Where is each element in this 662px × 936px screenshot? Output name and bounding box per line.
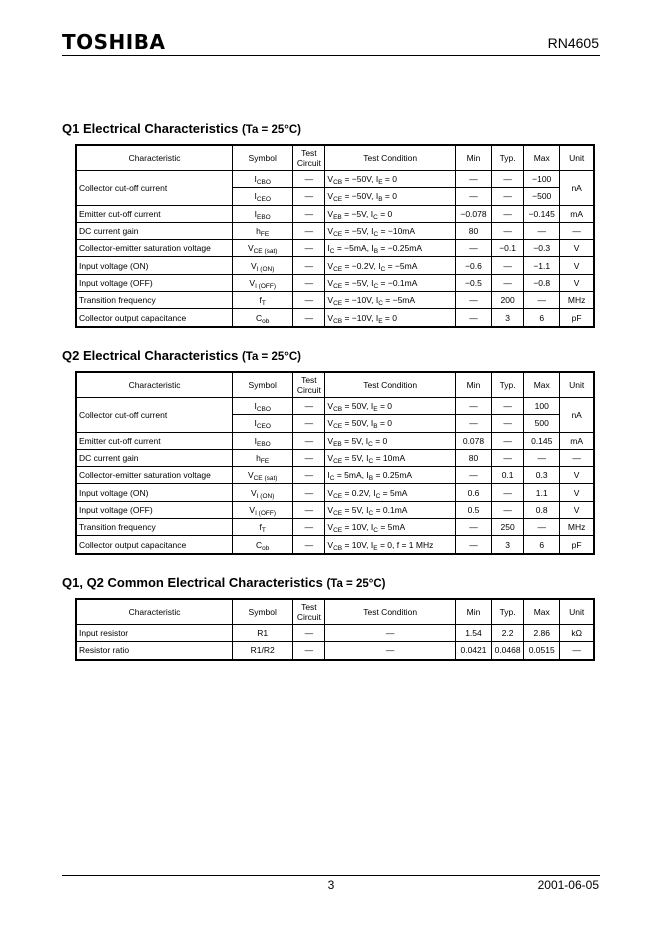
section-condition: (Ta = 25°C) — [326, 578, 386, 590]
min-cell: — — [455, 415, 491, 432]
column-header: Test Condition — [325, 372, 456, 398]
min-cell: — — [455, 171, 491, 188]
column-header: Symbol — [233, 372, 293, 398]
characteristic-cell: Collector cut-off current — [76, 398, 233, 433]
test-condition-cell: $V_{CE} = 10V$, $I_C = 5mA$ — [325, 519, 456, 536]
section-title-text: Q2 Electrical Characteristics — [62, 348, 239, 363]
test-circuit-cell: — — [293, 449, 325, 466]
symbol-cell: $C_{ob}$ — [233, 536, 293, 554]
symbol-cell: $h_{FE}$ — [233, 222, 293, 239]
typ-cell: — — [492, 415, 524, 432]
characteristic-cell: Collector output capacitance — [76, 309, 233, 327]
max-cell: −500 — [524, 188, 560, 205]
max-cell: — — [524, 222, 560, 239]
table-row — [76, 398, 594, 415]
max-cell: 0.145 — [524, 432, 560, 449]
q2-characteristics-table — [75, 371, 595, 555]
min-cell: — — [455, 309, 491, 327]
characteristic-cell: Collector-emitter saturation voltage — [76, 467, 233, 484]
column-header: Characteristic — [76, 599, 233, 625]
max-cell: — — [524, 449, 560, 466]
column-header: Min — [455, 145, 491, 171]
test-condition-cell: $V_{CE} = 50V$, $I_B = 0$ — [325, 415, 456, 432]
test-circuit-cell: — — [293, 240, 325, 257]
unit-cell: V — [560, 240, 594, 257]
max-cell: −0.145 — [524, 205, 560, 222]
symbol-cell: $I_{EBO}$ — [233, 205, 293, 222]
characteristic-cell: Input resistor — [76, 625, 233, 642]
min-cell: −0.5 — [455, 274, 491, 291]
table-row — [76, 274, 594, 291]
column-header: Typ. — [492, 145, 524, 171]
symbol-cell: $f_T$ — [233, 292, 293, 309]
typ-cell: — — [492, 398, 524, 415]
test-condition-cell: $V_{CE} = 0.2V$, $I_C = 5mA$ — [325, 484, 456, 501]
typ-cell: — — [492, 188, 524, 205]
table-row — [76, 432, 594, 449]
unit-cell: — — [560, 642, 594, 660]
test-circuit-cell: — — [293, 484, 325, 501]
test-circuit-cell: — — [293, 188, 325, 205]
table-header-row — [76, 599, 594, 625]
test-circuit-cell: — — [293, 625, 325, 642]
unit-cell: kΩ — [560, 625, 594, 642]
test-circuit-cell: — — [293, 536, 325, 554]
column-header: Test Condition — [325, 599, 456, 625]
characteristic-cell: Collector-emitter saturation voltage — [76, 240, 233, 257]
test-condition-cell: — — [325, 642, 456, 660]
unit-cell: V — [560, 274, 594, 291]
test-condition-cell: $V_{EB} = 5V$, $I_C = 0$ — [325, 432, 456, 449]
test-condition-cell: $V_{CE} = -5V$, $I_C = -10mA$ — [325, 222, 456, 239]
typ-cell: — — [492, 274, 524, 291]
column-header: Typ. — [492, 599, 524, 625]
table-row — [76, 536, 594, 554]
table-row — [76, 171, 594, 188]
test-circuit-cell: — — [293, 309, 325, 327]
min-cell: 0.078 — [455, 432, 491, 449]
max-cell: — — [524, 292, 560, 309]
characteristic-cell: Collector output capacitance — [76, 536, 233, 554]
test-condition-cell: $V_{CB} = 50V$, $I_E = 0$ — [325, 398, 456, 415]
test-circuit-cell: — — [293, 274, 325, 291]
table-row — [76, 519, 594, 536]
column-header: Min — [455, 372, 491, 398]
unit-cell: — — [560, 222, 594, 239]
symbol-cell: $I_{CBO}$ — [233, 398, 293, 415]
min-cell: −0.078 — [455, 205, 491, 222]
test-condition-cell: $V_{CE} = -10V$, $I_C = -5mA$ — [325, 292, 456, 309]
characteristic-cell: Resistor ratio — [76, 642, 233, 660]
unit-cell: nA — [560, 398, 594, 433]
characteristic-cell: Emitter cut-off current — [76, 205, 233, 222]
test-circuit-cell: — — [293, 257, 325, 274]
typ-cell: 200 — [492, 292, 524, 309]
table-row — [76, 642, 594, 660]
max-cell: 6 — [524, 309, 560, 327]
footer-rule — [62, 875, 600, 876]
unit-cell: V — [560, 257, 594, 274]
min-cell: — — [455, 240, 491, 257]
test-condition-cell: $V_{CB} = -50V$, $I_E = 0$ — [325, 171, 456, 188]
max-cell: 0.0515 — [524, 642, 560, 660]
column-header: Characteristic — [76, 145, 233, 171]
test-condition-cell: $V_{CB} = -10V$, $I_E = 0$ — [325, 309, 456, 327]
typ-cell: 3 — [492, 536, 524, 554]
typ-cell: — — [492, 432, 524, 449]
column-header: Max — [524, 145, 560, 171]
column-header: Test Circuit — [293, 599, 325, 625]
characteristic-cell: Collector cut-off current — [76, 171, 233, 206]
page-number: 3 — [327, 878, 335, 892]
unit-cell: pF — [560, 536, 594, 554]
min-cell: — — [455, 398, 491, 415]
max-cell: 500 — [524, 415, 560, 432]
symbol-cell: $I_{CEO}$ — [233, 188, 293, 205]
unit-cell: mA — [560, 432, 594, 449]
table-row — [76, 309, 594, 327]
test-condition-cell: $I_C = 5mA$, $I_B = 0.25mA$ — [325, 467, 456, 484]
typ-cell: −0.1 — [492, 240, 524, 257]
column-header: Unit — [560, 372, 594, 398]
symbol-cell: $V_{CE (sat)}$ — [233, 467, 293, 484]
min-cell: — — [455, 188, 491, 205]
unit-cell: nA — [560, 171, 594, 206]
min-cell: 80 — [455, 449, 491, 466]
test-circuit-cell: — — [293, 171, 325, 188]
typ-cell: 0.0468 — [492, 642, 524, 660]
symbol-cell: $V_{CE (sat)}$ — [233, 240, 293, 257]
column-header: Max — [524, 599, 560, 625]
min-cell: — — [455, 467, 491, 484]
section-title-text: Q1, Q2 Common Electrical Characteristics — [62, 575, 323, 590]
characteristic-cell: Input voltage (OFF) — [76, 274, 233, 291]
section-title-common — [62, 575, 385, 590]
column-header: Characteristic — [76, 372, 233, 398]
unit-cell: MHz — [560, 292, 594, 309]
max-cell: — — [524, 519, 560, 536]
test-circuit-cell: — — [293, 292, 325, 309]
column-header: Test Circuit — [293, 145, 325, 171]
max-cell: −0.3 — [524, 240, 560, 257]
test-circuit-cell: — — [293, 519, 325, 536]
column-header: Symbol — [233, 145, 293, 171]
symbol-cell: $C_{ob}$ — [233, 309, 293, 327]
characteristic-cell: DC current gain — [76, 222, 233, 239]
min-cell: 0.5 — [455, 501, 491, 518]
test-circuit-cell: — — [293, 205, 325, 222]
min-cell: — — [455, 519, 491, 536]
test-circuit-cell: — — [293, 222, 325, 239]
test-condition-cell: $V_{CE} = 5V$, $I_C = 10mA$ — [325, 449, 456, 466]
test-condition-cell: $I_C = -5mA$, $I_B = -0.25mA$ — [325, 240, 456, 257]
table-row — [76, 467, 594, 484]
max-cell: 6 — [524, 536, 560, 554]
min-cell: −0.6 — [455, 257, 491, 274]
toshiba-logo: TOSHIBA — [62, 30, 166, 54]
characteristic-cell: Input voltage (OFF) — [76, 501, 233, 518]
column-header: Symbol — [233, 599, 293, 625]
min-cell: 0.0421 — [455, 642, 491, 660]
max-cell: 1.1 — [524, 484, 560, 501]
test-condition-cell: $V_{CB} = 10V$, $I_E = 0$, f = 1 MHz — [325, 536, 456, 554]
characteristic-cell: Input voltage (ON) — [76, 484, 233, 501]
test-condition-cell: — — [325, 625, 456, 642]
column-header: Unit — [560, 599, 594, 625]
characteristic-cell: Transition frequency — [76, 292, 233, 309]
section-title-q1 — [62, 121, 301, 136]
min-cell: — — [455, 292, 491, 309]
column-header: Test Circuit — [293, 372, 325, 398]
symbol-cell: $I_{CEO}$ — [233, 415, 293, 432]
section-title-text: Q1 Electrical Characteristics — [62, 121, 239, 136]
typ-cell: — — [492, 501, 524, 518]
test-condition-cell: $V_{CE} = 5V$, $I_C = 0.1mA$ — [325, 501, 456, 518]
table-row — [76, 484, 594, 501]
test-circuit-cell: — — [293, 398, 325, 415]
column-header: Min — [455, 599, 491, 625]
section-title-q2 — [62, 348, 301, 363]
section-condition: (Ta = 25°C) — [241, 124, 301, 136]
symbol-cell: $V_{I (OFF)}$ — [233, 274, 293, 291]
min-cell: 0.6 — [455, 484, 491, 501]
symbol-cell: $f_T$ — [233, 519, 293, 536]
max-cell: 0.3 — [524, 467, 560, 484]
min-cell: 80 — [455, 222, 491, 239]
symbol-cell: $I_{EBO}$ — [233, 432, 293, 449]
max-cell: −1.1 — [524, 257, 560, 274]
column-header: Max — [524, 372, 560, 398]
unit-cell: V — [560, 484, 594, 501]
max-cell: −100 — [524, 171, 560, 188]
characteristic-cell: Emitter cut-off current — [76, 432, 233, 449]
q1-characteristics-table — [75, 144, 595, 328]
typ-cell: 2.2 — [492, 625, 524, 642]
table-row — [76, 625, 594, 642]
table-header-row — [76, 372, 594, 398]
typ-cell: — — [492, 171, 524, 188]
table-row — [76, 240, 594, 257]
part-number: RN4605 — [547, 35, 599, 51]
unit-cell: V — [560, 501, 594, 518]
test-circuit-cell: — — [293, 415, 325, 432]
typ-cell: 250 — [492, 519, 524, 536]
header-rule — [62, 55, 600, 56]
typ-cell: — — [492, 222, 524, 239]
test-circuit-cell: — — [293, 501, 325, 518]
unit-cell: mA — [560, 205, 594, 222]
unit-cell: — — [560, 449, 594, 466]
table-row — [76, 205, 594, 222]
test-circuit-cell: — — [293, 642, 325, 660]
characteristic-cell: Input voltage (ON) — [76, 257, 233, 274]
symbol-cell: $V_{I (ON)}$ — [233, 257, 293, 274]
table-row — [76, 257, 594, 274]
symbol-cell: $I_{CBO}$ — [233, 171, 293, 188]
max-cell: 2.86 — [524, 625, 560, 642]
max-cell: 100 — [524, 398, 560, 415]
symbol-cell: $V_{I (ON)}$ — [233, 484, 293, 501]
typ-cell: 3 — [492, 309, 524, 327]
symbol-cell: $V_{I (OFF)}$ — [233, 501, 293, 518]
max-cell: −0.8 — [524, 274, 560, 291]
section-condition: (Ta = 25°C) — [241, 351, 301, 363]
typ-cell: — — [492, 449, 524, 466]
column-header: Unit — [560, 145, 594, 171]
test-condition-cell: $V_{EB} = -5V$, $I_C = 0$ — [325, 205, 456, 222]
column-header: Test Condition — [325, 145, 456, 171]
test-condition-cell: $V_{CE} = -0.2V$, $I_C = -5mA$ — [325, 257, 456, 274]
typ-cell: 0.1 — [492, 467, 524, 484]
test-circuit-cell: — — [293, 467, 325, 484]
typ-cell: — — [492, 484, 524, 501]
min-cell: 1.54 — [455, 625, 491, 642]
characteristic-cell: Transition frequency — [76, 519, 233, 536]
table-row — [76, 222, 594, 239]
unit-cell: V — [560, 467, 594, 484]
table-row — [76, 449, 594, 466]
symbol-cell: $h_{FE}$ — [233, 449, 293, 466]
unit-cell: MHz — [560, 519, 594, 536]
table-row — [76, 501, 594, 518]
max-cell: 0.8 — [524, 501, 560, 518]
common-characteristics-table — [75, 598, 595, 661]
test-circuit-cell: — — [293, 432, 325, 449]
typ-cell: — — [492, 205, 524, 222]
typ-cell: — — [492, 257, 524, 274]
table-header-row — [76, 145, 594, 171]
min-cell: — — [455, 536, 491, 554]
symbol-cell: R1/R2 — [233, 642, 293, 660]
characteristic-cell: DC current gain — [76, 449, 233, 466]
test-condition-cell: $V_{CE} = -5V$, $I_C = -0.1mA$ — [325, 274, 456, 291]
table-row — [76, 292, 594, 309]
unit-cell: pF — [560, 309, 594, 327]
symbol-cell: R1 — [233, 625, 293, 642]
column-header: Typ. — [492, 372, 524, 398]
document-date: 2001-06-05 — [537, 878, 599, 892]
test-condition-cell: $V_{CE} = -50V$, $I_B = 0$ — [325, 188, 456, 205]
